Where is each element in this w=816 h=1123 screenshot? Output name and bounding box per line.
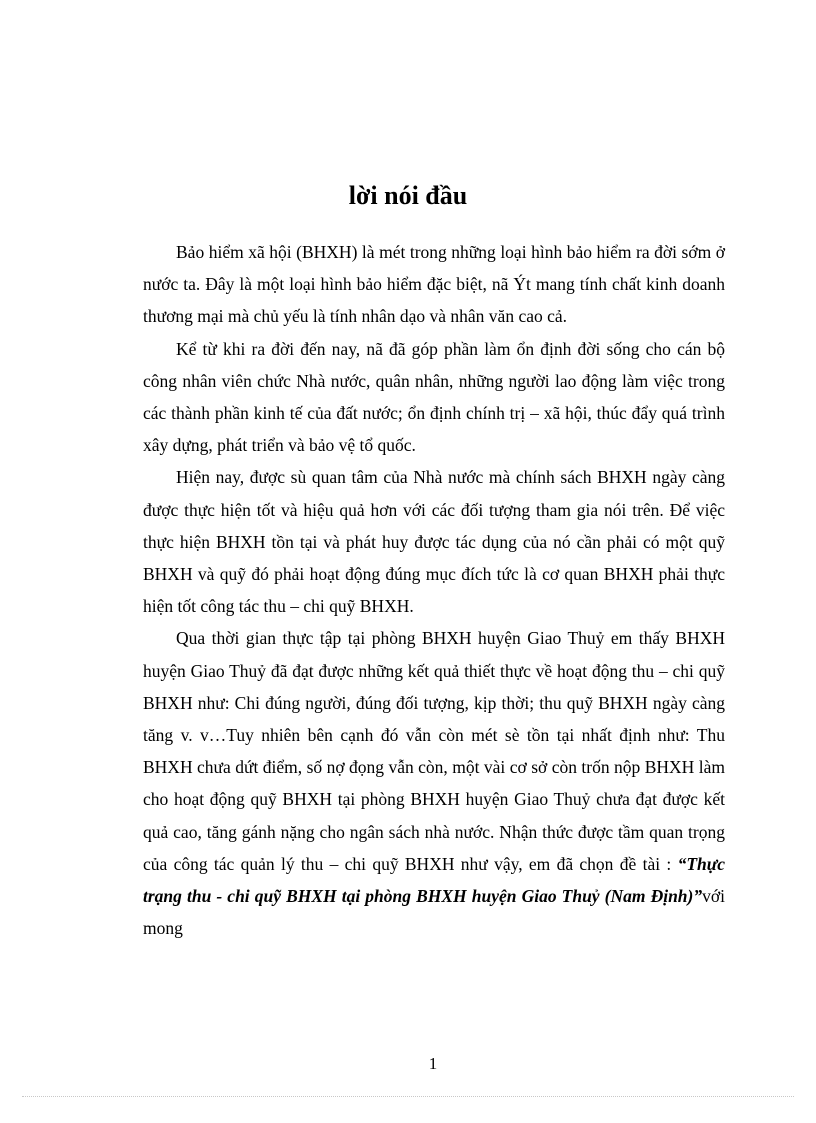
close-quote: ” [693, 886, 703, 907]
document-body [143, 236, 725, 944]
paragraph-4-text: Qua thời gian thực tập tại phòng BHXH huyện Giao Thuỷ em thấy BHXH huyện Giao Thuỷ đã đạt được những kết quả thiết thực về hoạt động thu – chi quỹ BHXH như: Chi đúng người, đúng đối tượng, kịp thời; thu quỹ BHXH ngày càng tăng v. v…Tuy nhiên bên cạnh đó vẫn còn mét sè tồn tại nhất định như: Thu BHXH chưa dứt điểm, số nợ đọng vẫn còn, một vài cơ sở còn trốn nộp BHXH làm cho hoạt động quỹ BHXH tại phòng BHXH huyện Giao Thuỷ chưa đạt được kết quả cao, tăng gánh nặng cho ngân sách nhà nước. Nhận thức được tầm quan trọng của công tác quản lý thu – chi quỹ BHXH như vậy, em đã chọn đề tài : [143, 628, 725, 874]
thesis-topic: Thực trạng thu - chi quỹ BHXH tại phòng BHXH huyện Giao Thuỷ (Nam Định) [143, 853, 725, 907]
paragraph-3: Hiện nay, được sù quan tâm của Nhà nước mà chính sách BHXH ngày càng được thực hiện tốt và hiệu quả hơn với các đối tượng tham gia nói trên. Để việc thực hiện BHXH tồn tại và phát huy được tác dụng của nó cần phải có một quỹ BHXH và quỹ đó phải hoạt động đúng mục đích tức là cơ quan BHXH phải thực hiện tốt công tác thu – chi quỹ BHXH. [143, 467, 725, 617]
paragraph-4-tail: với mong [143, 886, 725, 939]
page-bottom-divider [22, 1096, 794, 1097]
paragraph-1: Bảo hiểm xã hội (BHXH) là mét trong những loại hình bảo hiểm ra đời sớm ở nước ta. Đây là một loại hình bảo hiểm đặc biệt, nã Ýt mang tính chất kinh doanh thương mại mà chủ yếu là tính nhân dạo và nhân văn cao cả. [143, 242, 725, 327]
page-title: lời nói đầu [348, 181, 468, 210]
paragraph-2: Kể từ khi ra đời đến nay, nã đã góp phần làm ổn định đời sống cho cán bộ công nhân viên chức Nhà nước, quân nhân, những người lao động làm việc trong các thành phần kinh tế của đất nước; ổn định chính trị – xã hội, thúc đẩy quá trình xây dựng, phát triển và bảo vệ tổ quốc. [143, 338, 725, 456]
paragraph-4 [143, 622, 725, 944]
open-quote: “ [677, 853, 687, 874]
page-number: 1 [428, 1054, 438, 1073]
